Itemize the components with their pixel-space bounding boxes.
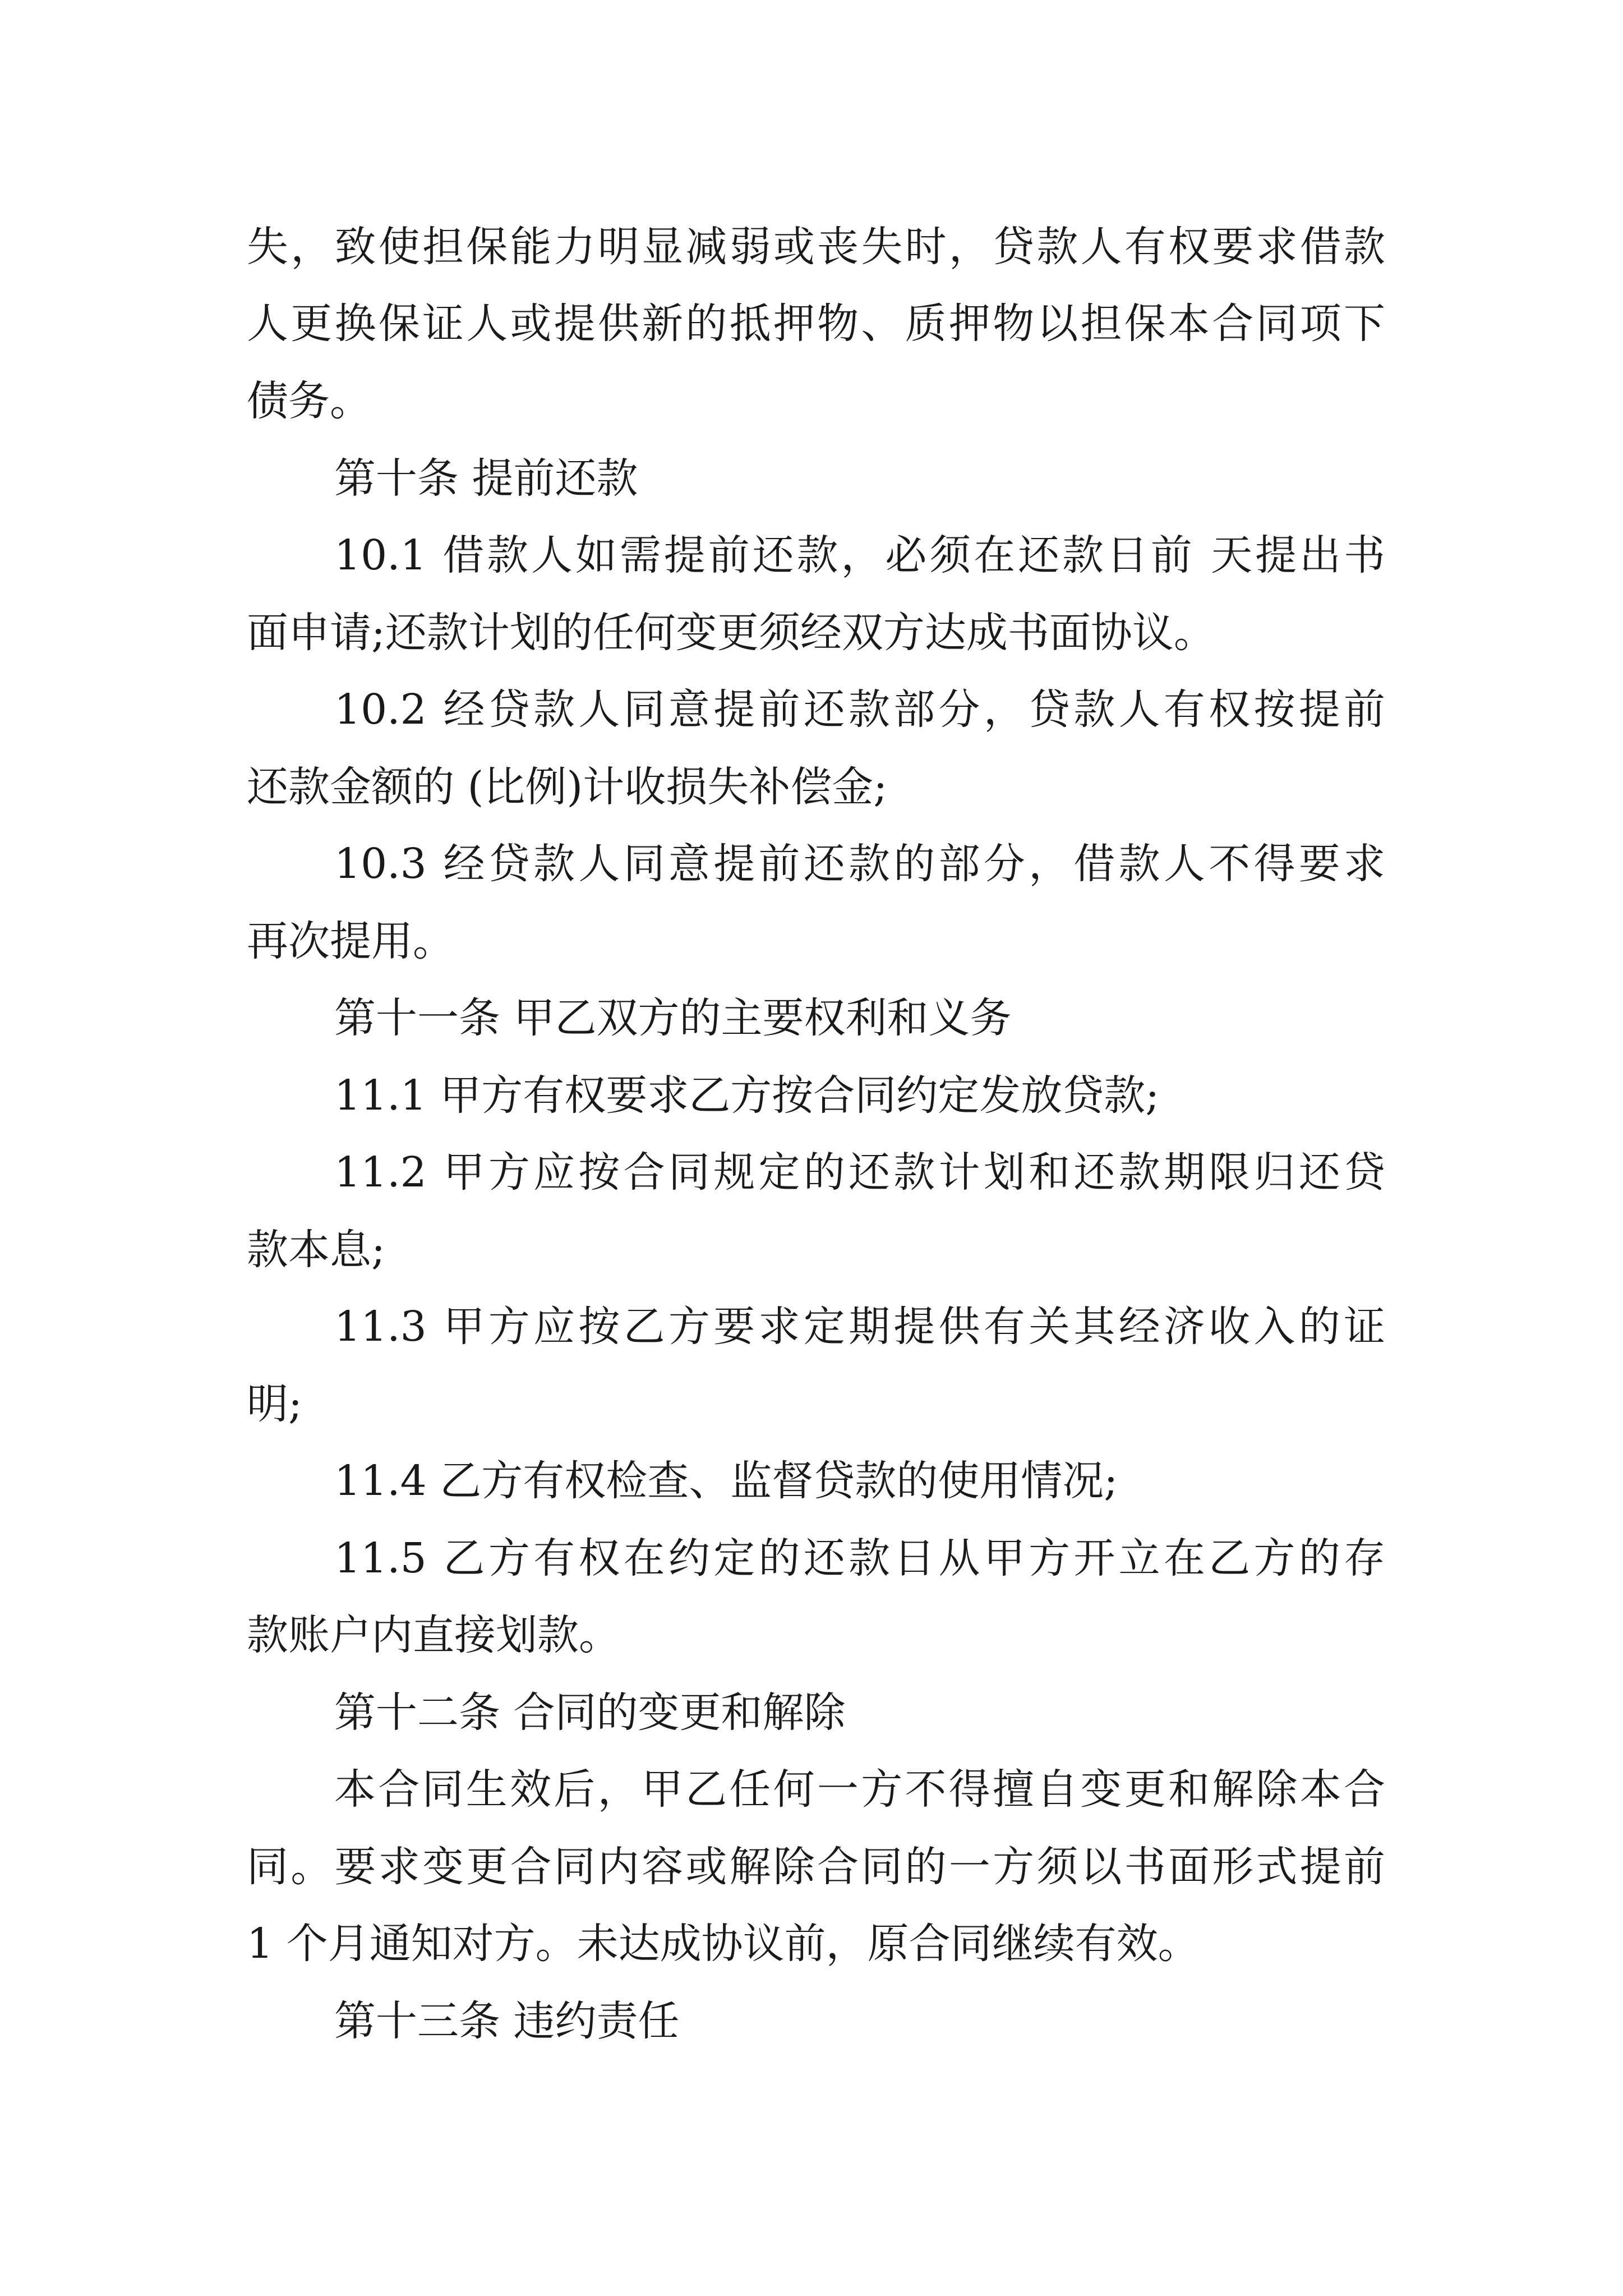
clause-11-1: 11.1 甲方有权要求乙方按合同约定发放贷款; (334, 1071, 1160, 1120)
article-12-paragraph-cont: 同。要求变更合同内容或解除合同的一方须以书面形式提前 (247, 1843, 1385, 1891)
body-text-line: 债务。 (247, 377, 371, 425)
article-12-paragraph-cont: 1 个月通知对方。未达成协议前，原合同继续有效。 (247, 1920, 1200, 1968)
clause-11-4: 11.4 乙方有权检查、监督贷款的使用情况; (334, 1457, 1118, 1505)
clause-10-3: 10.3 经贷款人同意提前还款的部分，借款人不得要求 (334, 840, 1385, 888)
clause-10-2-cont: 还款金额的 (比例)计收损失补偿金; (247, 763, 888, 811)
clause-11-3: 11.3 甲方应按乙方要求定期提供有关其经济收入的证 (334, 1303, 1385, 1351)
clause-11-2-cont: 款本息; (247, 1226, 385, 1274)
clause-11-5-cont: 款账户内直接划款。 (247, 1611, 620, 1659)
clause-11-5: 11.5 乙方有权在约定的还款日从甲方开立在乙方的存 (334, 1534, 1385, 1582)
clause-10-2: 10.2 经贷款人同意提前还款部分，贷款人有权按提前 (334, 685, 1385, 734)
section-heading-article-13: 第十三条 违约责任 (334, 1997, 680, 2045)
article-12-paragraph: 本合同生效后，甲乙任何一方不得擅自变更和解除本合 (334, 1765, 1385, 1814)
clause-10-1: 10.1 借款人如需提前还款，必须在还款日前 天提出书 (334, 531, 1385, 579)
clause-11-2: 11.2 甲方应按合同规定的还款计划和还款期限归还贷 (334, 1148, 1385, 1197)
clause-10-3-cont: 再次提用。 (247, 917, 454, 965)
section-heading-article-10: 第十条 提前还款 (334, 454, 638, 503)
body-text-line: 人更换保证人或提供新的抵押物、质押物以担保本合同项下 (247, 300, 1385, 348)
body-text-line: 失，致使担保能力明显减弱或丧失时，贷款人有权要求借款 (247, 223, 1385, 271)
section-heading-article-12: 第十二条 合同的变更和解除 (334, 1688, 846, 1737)
clause-10-1-cont: 面申请;还款计划的任何变更须经双方达成书面协议。 (247, 609, 1215, 657)
section-heading-article-11: 第十一条 甲乙双方的主要权利和义务 (334, 994, 1012, 1042)
clause-11-3-cont: 明; (247, 1380, 302, 1428)
